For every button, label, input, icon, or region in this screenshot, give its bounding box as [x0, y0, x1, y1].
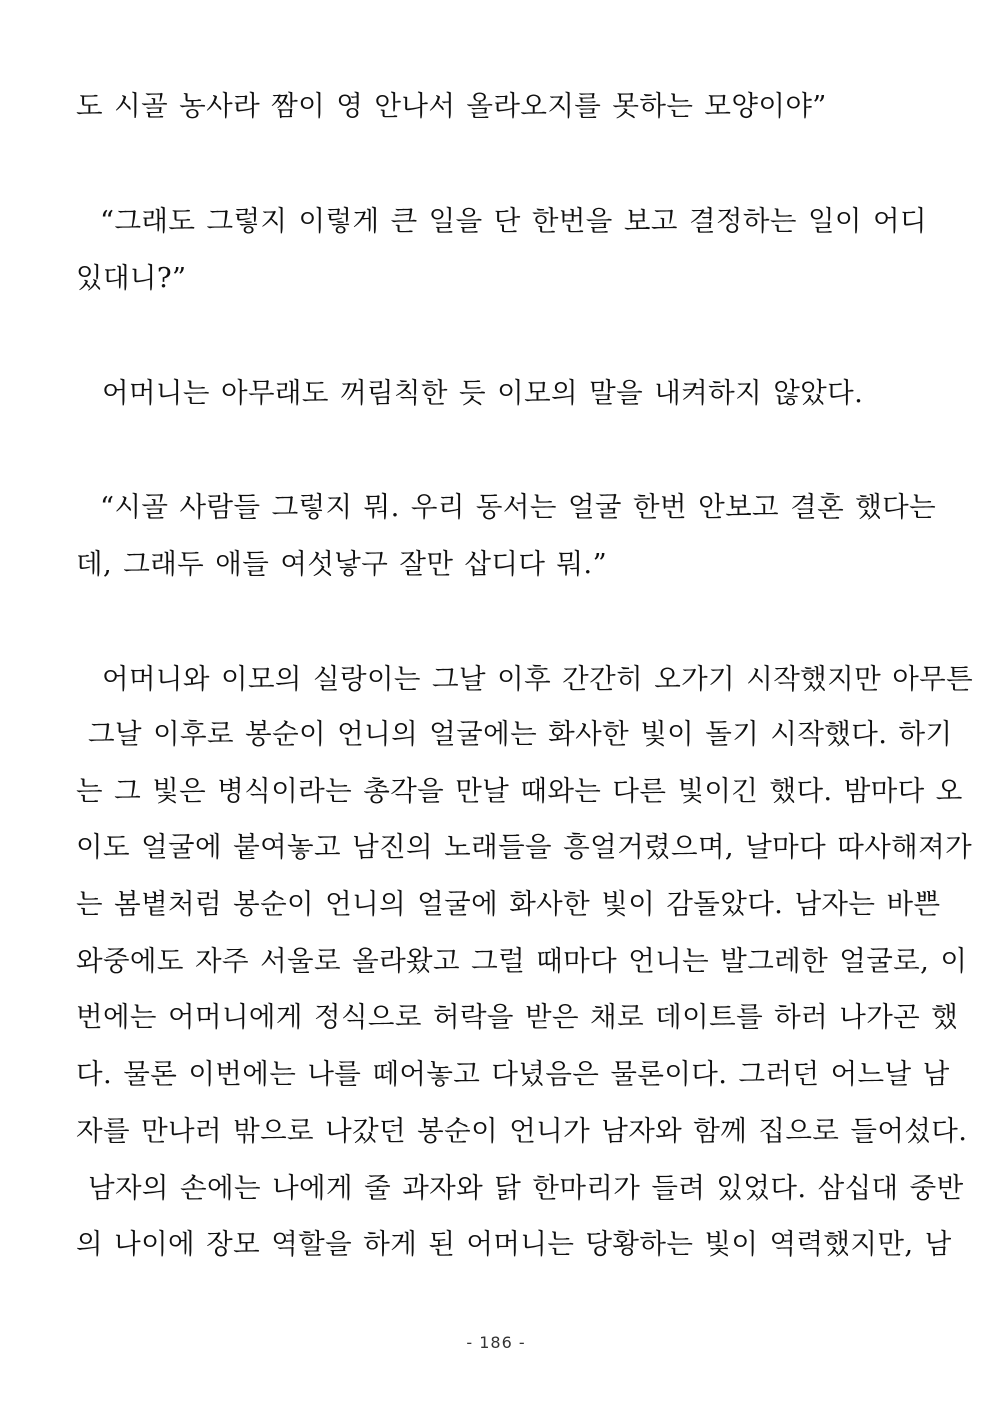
text-line: 의 나이에 장모 역할을 하게 된 어머니는 당황하는 빛이 역력했지만, 남 [76, 1228, 952, 1260]
text-line: 는 봄볕처럼 봉순이 언니의 얼굴에 화사한 빛이 감돌았다. 남자는 바쁜 [76, 888, 941, 920]
text-line: 번에는 어머니에게 정식으로 허락을 받은 채로 데이트를 하러 나가곤 했 [76, 1001, 959, 1033]
text-line: 이도 얼굴에 붙여놓고 남진의 노래들을 흥얼거렸으며, 날마다 따사해져가 [76, 831, 973, 863]
text-line: 도 시골 농사라 짬이 영 안나서 올라오지를 못하는 모양이야” [76, 90, 827, 122]
text-line: “시골 사람들 그렇지 뭐. 우리 동서는 얼굴 한번 안보고 결혼 했다는 [100, 491, 937, 523]
text-line: “그래도 그렇지 이렇게 큰 일을 단 한번을 보고 결정하는 일이 어디 [100, 205, 927, 237]
text-line: 데, 그래두 애들 여섯낳구 잘만 삽디다 뭐.” [76, 548, 608, 580]
text-line: 는 그 빛은 병식이라는 총각을 만날 때와는 다른 빛이긴 했다. 밤마다 오 [76, 775, 963, 807]
text-line: 자를 만나러 밖으로 나갔던 봉순이 언니가 남자와 함께 집으로 들어섰다. [76, 1115, 968, 1147]
text-line: 있대니?” [76, 262, 187, 294]
text-line: 다. 물론 이번에는 나를 떼어놓고 다녔음은 물론이다. 그러던 어느날 남 [76, 1058, 950, 1090]
text-line: 와중에도 자주 서울로 올라왔고 그럴 때마다 언니는 발그레한 얼굴로, 이 [76, 945, 968, 977]
page-number: - 186 - [466, 1333, 526, 1352]
text-line: 어머니와 이모의 실랑이는 그날 이후 간간히 오가기 시작했지만 아무튼 [102, 663, 974, 695]
text-line: 그날 이후로 봉순이 언니의 얼굴에는 화사한 빛이 돌기 시작했다. 하기 [88, 718, 953, 750]
text-line: 남자의 손에는 나에게 줄 과자와 닭 한마리가 들려 있었다. 삼십대 중반 [88, 1172, 964, 1204]
text-line: 어머니는 아무래도 꺼림칙한 듯 이모의 말을 내켜하지 않았다. [102, 377, 864, 409]
